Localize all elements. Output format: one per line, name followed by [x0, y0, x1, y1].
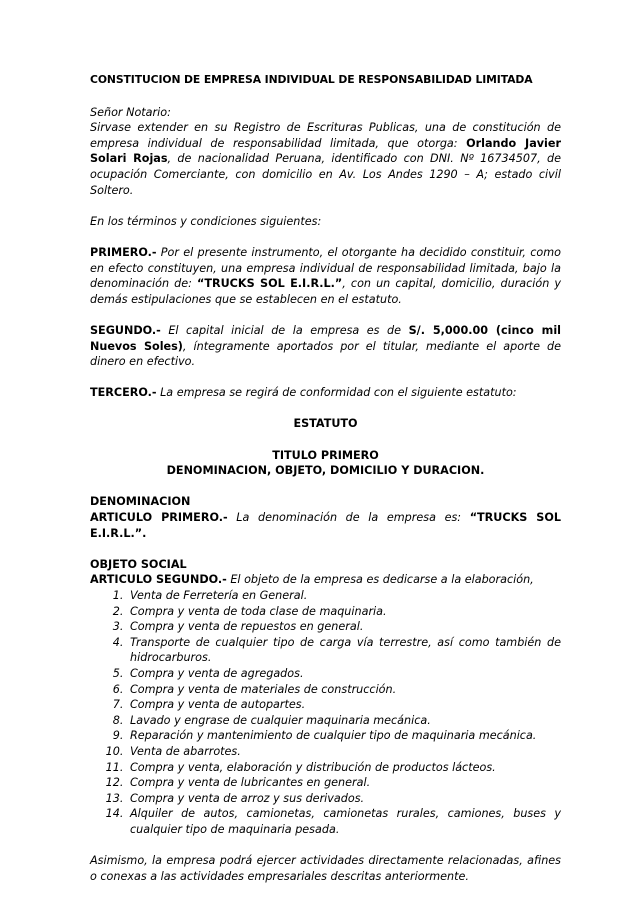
capital-amount: S/. 5,000.00 (cinco mil Nuevos Soles)	[90, 323, 561, 353]
list-item: 1. Venta de Ferretería en General.	[127, 588, 561, 604]
object-list	[90, 588, 561, 838]
intro-paragraph	[90, 105, 561, 199]
grantor-name: Orlando Javier Solari Rojas	[90, 136, 561, 166]
list-item: 12. Compra y venta de lubricantes en general.	[127, 775, 561, 791]
denominacion-heading: DENOMINACION	[90, 495, 191, 509]
clause-tercero-label: TERCERO.-	[90, 386, 157, 400]
articulo-primero-company: “TRUCKS SOL E.I.R.L.”.	[90, 511, 561, 540]
list-item: 5. Compra y venta de agregados.	[127, 666, 561, 682]
titulo-primero-heading: TITULO PRIMERO	[272, 448, 379, 462]
articulo-segundo-text: El objeto de la empresa es dedicarse a la elaboración,	[226, 573, 534, 587]
clause-tercero-text: La empresa se regirá de conformidad con el siguiente estatuto:	[156, 386, 517, 400]
titulo-primero-subheading: DENOMINACION, OBJETO, DOMICILIO Y DURACION.	[166, 464, 485, 478]
intro-text-1: Sirvase extender en su Registro de Escrituras Publicas, una de constitución de empresa individual de responsabilidad limitada, que otorga:	[90, 121, 561, 150]
clause-primero	[90, 245, 561, 307]
company-name: “TRUCKS SOL E.I.R.L.”	[197, 277, 343, 291]
list-item: 6. Compra y venta de materiales de construcción.	[127, 682, 561, 698]
terms-line: En los términos y condiciones siguientes:	[90, 214, 322, 228]
list-item: 2. Compra y venta de toda clase de maquinaria.	[127, 604, 561, 620]
estatuto-heading: ESTATUTO	[293, 417, 358, 431]
list-item: 14. Alquiler de autos, camionetas, camionetas rurales, camiones, buses y cualquier tipo de maquinaria pesada.	[127, 806, 561, 837]
objeto-social-heading: OBJETO SOCIAL	[90, 557, 187, 571]
articulo-segundo	[90, 572, 561, 588]
clause-segundo-text-2: , íntegramente aportados por el titular, mediante el aporte de dinero en efectivo.	[90, 339, 561, 369]
clause-primero-label: PRIMERO.-	[90, 245, 157, 259]
articulo-primero	[90, 510, 561, 541]
list-item: 9. Reparación y mantenimiento de cualquier tipo de maquinaria mecánica.	[127, 728, 561, 744]
closing-paragraph: Asimismo, la empresa podrá ejercer actividades directamente relacionadas, afines o conexas a las actividades empresariales descritas anteriormente.	[90, 854, 561, 883]
salutation: Señor Notario:	[90, 105, 171, 119]
clause-primero-text-1: Por el presente instrumento, el otorgante ha decidido constituir, como en efecto constituyen, una empresa individual de responsabilidad limitada, bajo la denominación de:	[90, 245, 561, 291]
list-item: 11. Compra y venta, elaboración y distribución de productos lácteos.	[127, 760, 561, 776]
list-item: 13. Compra y venta de arroz y sus derivados.	[127, 791, 561, 807]
clause-segundo-label: SEGUNDO.-	[90, 323, 161, 337]
clause-segundo	[90, 323, 561, 370]
articulo-segundo-label: ARTICULO SEGUNDO.-	[90, 573, 227, 587]
articulo-primero-text: La denominación de la empresa es:	[227, 511, 470, 525]
clause-tercero	[90, 385, 561, 401]
document-title: CONSTITUCION DE EMPRESA INDIVIDUAL DE RESPONSABILIDAD LIMITADA	[90, 73, 533, 86]
articulo-primero-label: ARTICULO PRIMERO.-	[90, 511, 228, 525]
clause-segundo-text-1: El capital inicial de la empresa es de	[160, 323, 409, 337]
list-item: 10. Venta de abarrotes.	[127, 744, 561, 760]
clause-primero-text-2: , con un capital, domicilio, duración y demás estipulaciones que se establecen en el estatuto.	[90, 277, 562, 306]
intro-text-2: , de nacionalidad Peruana, identificado con DNI. Nº 16734507, de ocupación Comerciante, con domicilio en Av. Los Andes 1290 – A; estado civil Soltero.	[90, 152, 562, 197]
list-item: 8. Lavado y engrase de cualquier maquinaria mecánica.	[127, 713, 561, 729]
list-item: 4. Transporte de cualquier tipo de carga vía terrestre, así como también de hidrocarburos.	[127, 635, 561, 666]
list-item: 3. Compra y venta de repuestos en general.	[127, 619, 561, 635]
list-item: 7. Compra y venta de autopartes.	[127, 697, 561, 713]
